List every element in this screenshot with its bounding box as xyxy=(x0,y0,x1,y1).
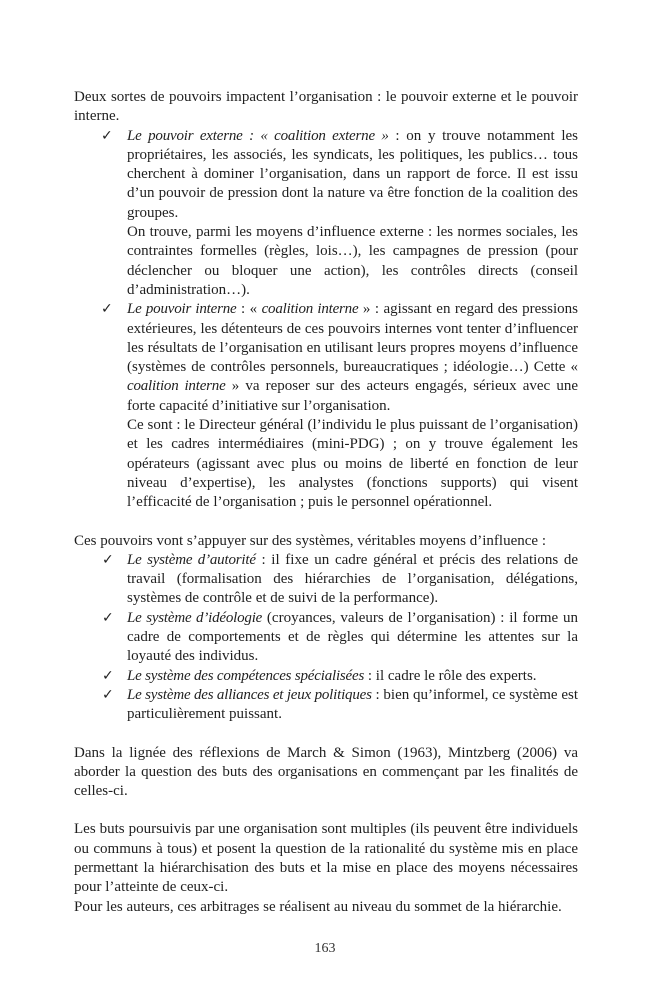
intro-paragraph: Deux sortes de pouvoirs impactent l’organisation : le pouvoir externe et le pouvoir interne. xyxy=(74,89,578,125)
systeme-title: Le système des alliances et jeux politiques xyxy=(127,686,372,703)
list-item-systeme-competences: ✓ Le système des compétences spécialisées : il cadre le rôle des experts. xyxy=(74,667,578,686)
list-item-systeme-alliances: ✓ Le système des alliances et jeux politiques : bien qu’informel, ce système est particulièrement puissant. xyxy=(102,686,578,723)
list-item-systeme-ideologie: ✓ Le système d’idéologie (croyances, valeurs de l’organisation) : il forme un cadre de comportements et de règles qui détermine les attentes sur la loyauté des individus. xyxy=(102,609,578,665)
systeme-title: Le système d’idéologie xyxy=(127,609,263,626)
systeme-title: Le système des compétences spécialisées xyxy=(127,667,365,684)
systeme-title: Le système d’autorité xyxy=(127,551,256,568)
pouvoir-externe-moyens: On trouve, parmi les moyens d’influence externe : les normes sociales, les contraintes formelles (règles, lois…), les campagnes de pression (pour déclencher ou bloquer une action), les contrôles directs (conseil d’administration…). xyxy=(127,224,578,298)
systemes-list xyxy=(74,551,578,725)
pouvoirs-list xyxy=(74,127,578,513)
page-body xyxy=(74,88,578,917)
pouvoir-interne-acteurs: Ce sont : le Directeur général (l’individu le plus puissant de l’organisation) et les cadres intermédiaires (mini-PDG) ; on y trouve également les opérateurs (agissant avec plus ou moins de liberté en fonction de leur niveau d’expertise), les analystes (fonctions supports) qui visent l’efficacité de l’organisation ; puis le personnel opérationnel. xyxy=(127,417,578,511)
list-item-pouvoir-externe xyxy=(74,127,578,301)
auteurs-paragraph: Pour les auteurs, ces arbitrages se réalisent au niveau du sommet de la hiérarchie. xyxy=(74,898,562,915)
systemes-intro: Ces pouvoirs vont s’appuyer sur des systèmes, véritables moyens d’influence : xyxy=(74,532,546,549)
pouvoir-interne-title: Le pouvoir interne xyxy=(127,301,237,318)
coalition-interne-term: coalition interne xyxy=(127,378,226,395)
checkmark-icon: ✓ xyxy=(102,667,114,684)
coalition-interne-term: coalition interne xyxy=(261,301,359,318)
pouvoir-externe-text: : on y trouve notamment les propriétaires, les associés, les syndicats, les politiques, les publics… tous cherchent à dominer l’organisation, dans un rapport de force. Il est issu d’un pouvoir de pression dont la nature va être fonction de la coalition des groupes. xyxy=(127,127,578,221)
checkmark-icon: ✓ xyxy=(102,551,114,568)
checkmark-icon: ✓ xyxy=(101,301,113,318)
pouvoir-interne-text: » : agissant en regard des pressions extérieures, les détenteurs de ces pouvoirs internes vont tenter d’influencer les résultats de l’organisation en utilisant leurs propres moyens d’influence (systèmes de contrôles personnels, bureaucratiques ; idéologie…) Cette « xyxy=(127,301,578,376)
checkmark-icon: ✓ xyxy=(102,609,114,626)
list-item-pouvoir-interne: ✓ Le pouvoir interne : « coalition interne » : agissant en regard des pressions extérieures, les détenteurs de ces pouvoirs internes vont tenter d’influencer les résultats de l’organisation en utilisant leurs propres moyens d’influence (systèmes de contrôles personnels, bureaucratiques ; idéologie…) Cette « coalition interne » va reposer sur des acteurs engagés, sérieux avec une forte capacité d’initiative sur l’organisation. Ce sont : le Directeur général (l’individu le plus puissant de l’organisation) et les cadres intermédiaires (mini-PDG) ; on y trouve également les opérateurs (agissant avec plus ou moins de liberté en fonction de leur niveau d’expertise), les analystes (fonctions supports) qui visent l’efficacité de l’organisation ; puis le personnel opérationnel. xyxy=(74,300,578,512)
list-item-systeme-autorite: ✓ Le système d’autorité : il fixe un cadre général et précis des relations de travail (formalisation des hiérarchies de l’organisation, délégations, systèmes de contrôle et de suivi de la performance). xyxy=(102,551,578,607)
buts-paragraph: Les buts poursuivis par une organisation sont multiples (ils peuvent être individuels ou communs à tous) et posent la question de la rationalité du système mis en place permettant la hiérarchisation des buts et la mise en place des moyens nécessaires pour l’atteinte de ceux-ci. xyxy=(74,821,578,896)
march-simon-paragraph: Dans la lignée des réflexions de March & Simon (1963), Mintzberg (2006) va aborder la question des buts des organisations en commençant par les finalités de celles-ci. xyxy=(74,744,578,800)
checkmark-icon: ✓ xyxy=(102,686,114,703)
pouvoir-externe-title: Le pouvoir externe : « coalition externe » xyxy=(127,127,389,144)
page-number: 163 xyxy=(314,941,336,956)
checkmark-icon: ✓ xyxy=(101,127,113,144)
